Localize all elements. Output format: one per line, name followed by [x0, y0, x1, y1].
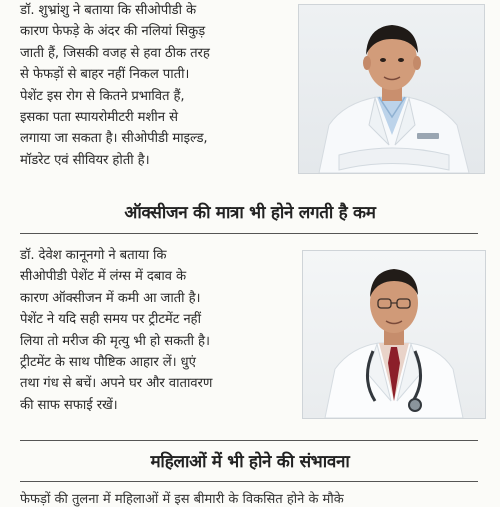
text-line: लगाया जा सकता है। सीओपीडी माइल्ड, — [20, 131, 208, 147]
doctor-portrait-illustration — [303, 251, 485, 418]
text-line: जाती हैं, जिसकी वजह से हवा ठीक तरह — [20, 45, 210, 61]
paragraph-dr-devesh — [20, 245, 290, 416]
text-line: कारण फेफड़े के अंदर की नलियां सिकुड़ — [20, 24, 206, 40]
text-line: तथा गंध से बचें। अपने घर और वातावरण — [20, 376, 213, 392]
divider — [20, 481, 478, 482]
divider — [20, 440, 478, 441]
text-line: डॉ. शुभ्रांशु ने बताया कि सीओपीडी के — [20, 3, 197, 18]
paragraph-women-partial: फेफड़ों की तुलना में महिलाओं में इस बीमारी के विकसित होने के मौके — [20, 492, 344, 507]
text-line: डॉ. देवेश कानूनगो ने बताया कि — [20, 248, 167, 263]
section-heading-women: महिलाओं में भी होने की संभावना — [150, 452, 350, 472]
text-line: कारण ऑक्सीजन में कमी आ जाती है। — [20, 290, 201, 306]
text-line: सीओपीडी पेशेंट में लंग्स में दबाव के — [20, 269, 186, 285]
doctor-portrait-illustration — [299, 5, 484, 173]
text-line: इसका पता स्पायरोमीटरी मशीन से — [20, 110, 178, 126]
doctor-photo-devesh — [302, 250, 486, 419]
text-line: से फेफड़ों से बाहर नहीं निकल पाती। — [20, 67, 190, 83]
text-line: पेशेंट ने यदि सही समय पर ट्रीटमेंट नहीं — [20, 312, 201, 328]
text-line: ट्रीटमेंट के साथ पौष्टिक आहार लें। धुएं — [20, 355, 196, 371]
text-line: की साफ सफाई रखें। — [20, 397, 118, 413]
divider — [20, 233, 478, 234]
text-line: मॉडरेट एवं सीवियर होती है। — [20, 152, 150, 168]
section-heading-oxygen: ऑक्सीजन की मात्रा भी होने लगती है कम — [124, 203, 376, 223]
doctor-photo-shubhranshu — [298, 4, 485, 174]
text-line: लिया तो मरीज की मृत्यु भी हो सकती है। — [20, 333, 210, 349]
paragraph-dr-shubhranshu — [20, 0, 290, 171]
text-line: पेशेंट इस रोग से कितने प्रभावित हैं, — [20, 88, 185, 104]
